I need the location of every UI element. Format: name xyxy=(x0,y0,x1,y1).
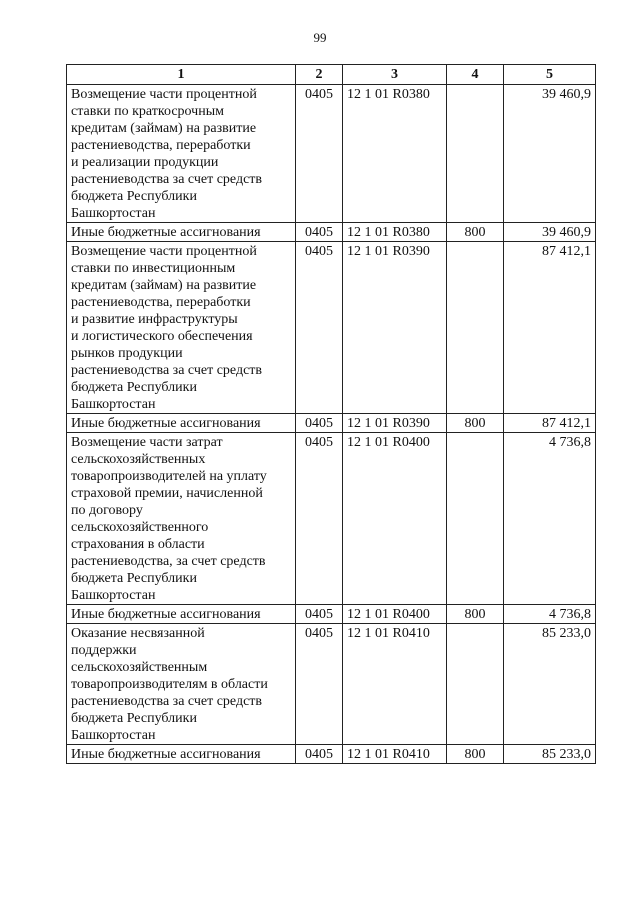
expense-name-line: по договору xyxy=(71,503,143,518)
amount: 39 460,9 xyxy=(504,85,596,223)
target-article-code: 12 1 01 R0390 xyxy=(343,242,447,414)
expense-kind-code: 800 xyxy=(447,745,504,764)
expense-name-line: растениеводства, переработки xyxy=(71,138,251,153)
table-row xyxy=(67,624,596,745)
header-col-4: 4 xyxy=(447,65,504,85)
target-article-code: 12 1 01 R0400 xyxy=(343,433,447,605)
expense-name-line: растениеводства за счет средств xyxy=(71,694,263,709)
expense-name-line: страхования в области xyxy=(71,537,205,552)
expense-name-line: Башкортостан xyxy=(71,397,156,412)
expense-name xyxy=(67,414,296,433)
expense-name-line: растениеводства за счет средств xyxy=(71,172,263,187)
table-row xyxy=(67,223,596,242)
table-row xyxy=(67,242,596,414)
expense-name-line: Башкортостан xyxy=(71,728,156,743)
expense-name-line: бюджета Республики xyxy=(71,380,197,395)
expense-name-line: рынков продукции xyxy=(71,346,183,361)
section-code: 0405 xyxy=(296,414,343,433)
amount: 39 460,9 xyxy=(504,223,596,242)
section-code: 0405 xyxy=(296,242,343,414)
amount: 87 412,1 xyxy=(504,242,596,414)
expense-name-line: Возмещение части процентной xyxy=(71,244,257,259)
amount: 87 412,1 xyxy=(504,414,596,433)
expense-name-line: Башкортостан xyxy=(71,206,156,221)
target-article-code: 12 1 01 R0380 xyxy=(343,223,447,242)
expense-name-line: товаропроизводителей на уплату xyxy=(71,469,267,484)
section-code: 0405 xyxy=(296,605,343,624)
expense-kind-code xyxy=(447,85,504,223)
expense-name-line: ставки по инвестиционным xyxy=(71,261,236,276)
expense-name-line: бюджета Республики xyxy=(71,571,197,586)
target-article-code: 12 1 01 R0410 xyxy=(343,745,447,764)
expense-name-line: сельскохозяйственным xyxy=(71,660,208,675)
expense-name-line: Возмещение части процентной xyxy=(71,87,257,102)
expense-name-line: бюджета Республики xyxy=(71,711,197,726)
expense-name xyxy=(67,605,296,624)
page-number: 99 xyxy=(313,30,327,45)
expense-kind-code xyxy=(447,433,504,605)
target-article-code: 12 1 01 R0390 xyxy=(343,414,447,433)
expense-name-line: Иные бюджетные ассигнования xyxy=(71,747,261,762)
header-col-1: 1 xyxy=(67,65,296,85)
expense-name-line: страховой премии, начисленной xyxy=(71,486,263,501)
table-row xyxy=(67,745,596,764)
table-row xyxy=(67,605,596,624)
header-col-2: 2 xyxy=(296,65,343,85)
expense-name-line: кредитам (займам) на развитие xyxy=(71,278,257,293)
table-row xyxy=(67,414,596,433)
amount: 4 736,8 xyxy=(504,605,596,624)
expense-name-line: растениеводства, за счет средств xyxy=(71,554,266,569)
expense-name-line: Башкортостан xyxy=(71,588,156,603)
expense-name-line: Иные бюджетные ассигнования xyxy=(71,225,261,240)
expense-name-line: и логистического обеспечения xyxy=(71,329,253,344)
budget-table xyxy=(66,64,596,764)
expense-name-line: растениеводства, переработки xyxy=(71,295,251,310)
expense-name xyxy=(67,624,296,745)
target-article-code: 12 1 01 R0400 xyxy=(343,605,447,624)
target-article-code: 12 1 01 R0380 xyxy=(343,85,447,223)
expense-name-line: поддержки xyxy=(71,643,137,658)
expense-name-line: Иные бюджетные ассигнования xyxy=(71,607,261,622)
expense-kind-code xyxy=(447,242,504,414)
table-row xyxy=(67,85,596,223)
section-code: 0405 xyxy=(296,85,343,223)
expense-kind-code xyxy=(447,624,504,745)
expense-name xyxy=(67,242,296,414)
expense-name xyxy=(67,433,296,605)
expense-name-line: товаропроизводителям в области xyxy=(71,677,268,692)
header-col-3: 3 xyxy=(343,65,447,85)
expense-name-line: бюджета Республики xyxy=(71,189,197,204)
section-code: 0405 xyxy=(296,223,343,242)
section-code: 0405 xyxy=(296,433,343,605)
expense-name-line: Оказание несвязанной xyxy=(71,626,205,641)
amount: 4 736,8 xyxy=(504,433,596,605)
header-row xyxy=(67,65,596,85)
table-header xyxy=(67,65,596,85)
section-code: 0405 xyxy=(296,745,343,764)
expense-name-line: ставки по краткосрочным xyxy=(71,104,224,119)
expense-name xyxy=(67,223,296,242)
expense-kind-code: 800 xyxy=(447,605,504,624)
expense-name xyxy=(67,745,296,764)
expense-name-line: сельскохозяйственного xyxy=(71,520,209,535)
expense-kind-code: 800 xyxy=(447,223,504,242)
target-article-code: 12 1 01 R0410 xyxy=(343,624,447,745)
expense-name xyxy=(67,85,296,223)
amount: 85 233,0 xyxy=(504,624,596,745)
expense-name-line: сельскохозяйственных xyxy=(71,452,206,467)
section-code: 0405 xyxy=(296,624,343,745)
expense-name-line: Возмещение части затрат xyxy=(71,435,223,450)
amount: 85 233,0 xyxy=(504,745,596,764)
expense-name-line: и развитие инфраструктуры xyxy=(71,312,238,327)
expense-name-line: растениеводства за счет средств xyxy=(71,363,263,378)
table-row xyxy=(67,433,596,605)
expense-name-line: и реализации продукции xyxy=(71,155,219,170)
table-body xyxy=(67,85,596,764)
header-col-5: 5 xyxy=(504,65,596,85)
expense-name-line: кредитам (займам) на развитие xyxy=(71,121,257,136)
expense-name-line: Иные бюджетные ассигнования xyxy=(71,416,261,431)
expense-kind-code: 800 xyxy=(447,414,504,433)
